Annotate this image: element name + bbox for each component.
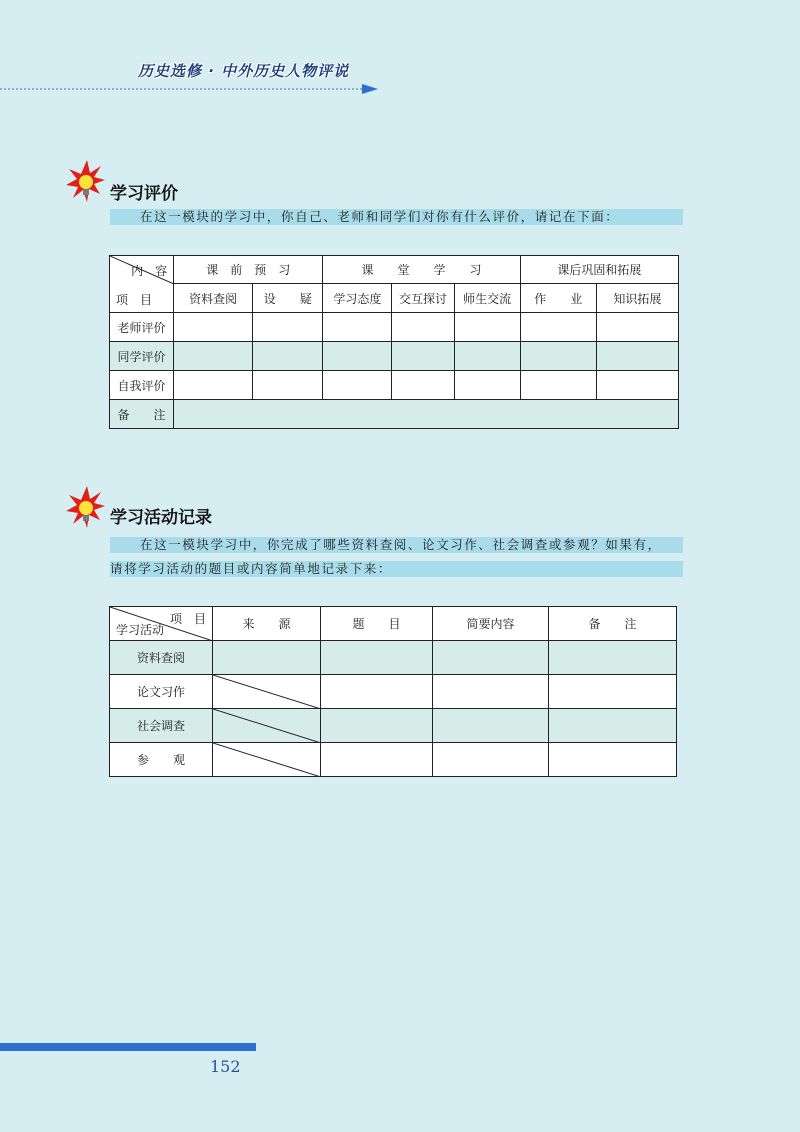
blank-cell[interactable] (596, 342, 678, 371)
blank-cell[interactable] (174, 371, 253, 400)
blank-cell[interactable] (520, 371, 596, 400)
row-header: 备 注 (110, 400, 174, 429)
row-header: 参 观 (110, 743, 213, 777)
column-header: 来 源 (213, 607, 321, 641)
table-row (110, 400, 679, 429)
table-row (110, 371, 679, 400)
table-row (110, 313, 679, 342)
table-row (110, 342, 679, 371)
column-header: 备 注 (549, 607, 677, 641)
blank-cell[interactable] (433, 675, 549, 709)
activity-intro-line-1: 在这一模块学习中，你完成了哪些资料查阅、论文习作、社会调查或参观？如果有， (110, 537, 683, 553)
blank-cell[interactable] (174, 313, 253, 342)
table-row (110, 641, 677, 675)
row-header: 老师评价 (110, 313, 174, 342)
burst-bulb-icon (65, 160, 105, 204)
blank-cell[interactable] (596, 313, 678, 342)
blank-cell[interactable] (253, 313, 323, 342)
blank-cell[interactable] (549, 743, 677, 777)
blank-cell[interactable] (433, 641, 549, 675)
corner-top-label: 内 容 (131, 264, 168, 278)
arrow-icon (362, 84, 378, 94)
row-header: 论文习作 (110, 675, 213, 709)
activity-intro-line-2: 请将学习活动的题目或内容简单地记录下来： (110, 561, 683, 577)
row-header: 资料查阅 (110, 641, 213, 675)
column-header: 作 业 (520, 284, 596, 313)
column-header: 简要内容 (433, 607, 549, 641)
blank-cell[interactable] (323, 342, 392, 371)
activity-table (109, 606, 677, 777)
blank-cell[interactable] (454, 313, 520, 342)
blank-cell[interactable] (596, 371, 678, 400)
corner-bottom-label: 学习活动 (116, 623, 165, 637)
corner-top-label: 项 目 (169, 612, 206, 626)
blank-cell[interactable] (549, 709, 677, 743)
blank-cell[interactable] (323, 313, 392, 342)
blank-cell[interactable] (520, 342, 596, 371)
blank-cell[interactable] (321, 743, 433, 777)
column-header: 师生交流 (454, 284, 520, 313)
table-row (110, 675, 677, 709)
table-corner-header (110, 607, 213, 641)
column-group-header: 课 堂 学 习 (323, 256, 520, 284)
column-group-header: 课 前 预 习 (174, 256, 323, 284)
column-header: 资料查阅 (174, 284, 253, 313)
running-header: 历史选修 · 中外历史人物评说 (138, 62, 350, 80)
blank-cell[interactable] (433, 743, 549, 777)
struck-cell (213, 743, 321, 777)
blank-cell[interactable] (174, 342, 253, 371)
remark-cell[interactable] (174, 400, 679, 429)
blank-cell[interactable] (392, 371, 454, 400)
blank-cell[interactable] (392, 313, 454, 342)
blank-cell[interactable] (321, 675, 433, 709)
blank-cell[interactable] (549, 675, 677, 709)
column-header: 学习态度 (323, 284, 392, 313)
section-title-evaluation: 学习评价 (110, 184, 178, 204)
blank-cell[interactable] (549, 641, 677, 675)
blank-cell[interactable] (253, 342, 323, 371)
header-dotted-rule (0, 88, 370, 90)
blank-cell[interactable] (392, 342, 454, 371)
page-number: 152 (210, 1057, 241, 1076)
blank-cell[interactable] (454, 371, 520, 400)
row-header: 社会调查 (110, 709, 213, 743)
column-header: 题 目 (321, 607, 433, 641)
column-header: 设 疑 (253, 284, 323, 313)
row-header: 同学评价 (110, 342, 174, 371)
blank-cell[interactable] (321, 641, 433, 675)
evaluation-table (109, 255, 679, 429)
column-header: 交互探讨 (392, 284, 454, 313)
blank-cell[interactable] (433, 709, 549, 743)
column-group-header: 课后巩固和拓展 (520, 256, 678, 284)
footer-bar (0, 1043, 256, 1051)
table-row (110, 743, 677, 777)
burst-bulb-icon (65, 486, 105, 530)
blank-cell[interactable] (520, 313, 596, 342)
struck-cell (213, 675, 321, 709)
table-row (110, 709, 677, 743)
blank-cell[interactable] (213, 641, 321, 675)
blank-cell[interactable] (323, 371, 392, 400)
struck-cell (213, 709, 321, 743)
row-header: 自我评价 (110, 371, 174, 400)
blank-cell[interactable] (454, 342, 520, 371)
table-corner-header (110, 256, 174, 313)
corner-bottom-label: 项 目 (116, 293, 153, 307)
column-header: 知识拓展 (596, 284, 678, 313)
evaluation-intro: 在这一模块的学习中，你自己、老师和同学们对你有什么评价，请记在下面： (110, 209, 683, 225)
blank-cell[interactable] (253, 371, 323, 400)
blank-cell[interactable] (321, 709, 433, 743)
section-title-activity-record: 学习活动记录 (110, 508, 212, 528)
